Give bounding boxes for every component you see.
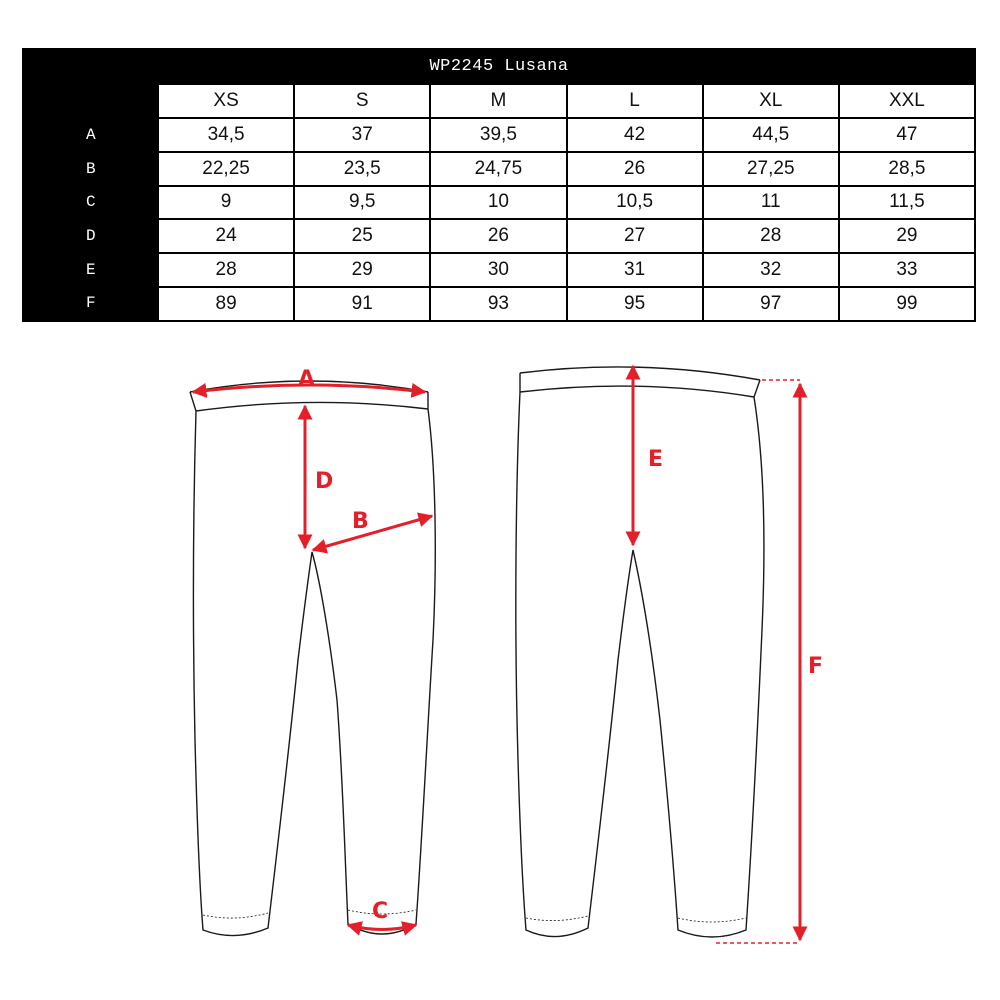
cell-c-xl: 11: [704, 187, 838, 219]
cell-b-xl: 27,25: [704, 153, 838, 185]
front-view-leggings: [190, 381, 435, 936]
cell-e-xxl: 33: [840, 254, 974, 286]
size-header-xl: XL: [704, 85, 838, 117]
front-outline: [190, 392, 435, 936]
size-grid: [158, 84, 975, 321]
row-label-e: E: [86, 260, 96, 279]
cell-d-m: 26: [431, 220, 565, 252]
front-waistband-seam: [196, 402, 428, 411]
cell-a-xl: 44,5: [704, 119, 838, 151]
label-e: E: [648, 447, 664, 472]
label-b: B: [352, 509, 369, 534]
cell-f-l: 95: [568, 288, 702, 320]
cell-b-m: 24,75: [431, 153, 565, 185]
side-waistband-seam: [520, 386, 754, 397]
cell-d-xxl: 29: [840, 220, 974, 252]
cell-c-s: 9,5: [295, 187, 429, 219]
side-outline: [516, 373, 764, 937]
label-a: A: [298, 367, 316, 392]
cell-f-s: 91: [295, 288, 429, 320]
cell-e-l: 31: [568, 254, 702, 286]
side-left-hem-stitch: [526, 916, 588, 921]
cell-f-xs: 89: [159, 288, 293, 320]
row-label-b: B: [86, 159, 96, 178]
side-waistband-top: [520, 367, 760, 380]
cell-e-m: 30: [431, 254, 565, 286]
cell-d-xl: 28: [704, 220, 838, 252]
cell-b-l: 26: [568, 153, 702, 185]
size-header-m: M: [431, 85, 565, 117]
cell-f-xl: 97: [704, 288, 838, 320]
cell-b-xs: 22,25: [159, 153, 293, 185]
cell-a-s: 37: [295, 119, 429, 151]
cell-c-l: 10,5: [568, 187, 702, 219]
cell-c-xs: 9: [159, 187, 293, 219]
row-label-f: F: [86, 294, 96, 313]
cell-f-xxl: 99: [840, 288, 974, 320]
cell-c-xxl: 11,5: [840, 187, 974, 219]
cell-e-xs: 28: [159, 254, 293, 286]
row-label-column: [22, 84, 158, 321]
arrow-b-hip-width: [313, 516, 432, 550]
label-d: D: [315, 469, 334, 494]
cell-e-xl: 32: [704, 254, 838, 286]
size-header-s: S: [295, 85, 429, 117]
cell-a-l: 42: [568, 119, 702, 151]
size-header-xs: XS: [159, 85, 293, 117]
cell-b-s: 23,5: [295, 153, 429, 185]
row-label-header-spacer: [22, 85, 158, 119]
cell-d-xs: 24: [159, 220, 293, 252]
cell-f-m: 93: [431, 288, 565, 320]
leggings-measurement-diagram: [0, 340, 1000, 1000]
cell-a-xs: 34,5: [159, 119, 293, 151]
cell-d-s: 25: [295, 220, 429, 252]
cell-a-xxl: 47: [840, 119, 974, 151]
front-measurement-arrows: [193, 385, 432, 930]
table-title: WP2245 Lusana: [429, 57, 569, 76]
row-label-d: D: [86, 227, 96, 246]
size-header-xxl: XXL: [840, 85, 974, 117]
cell-d-l: 27: [568, 220, 702, 252]
cell-c-m: 10: [431, 187, 565, 219]
cell-e-s: 29: [295, 254, 429, 286]
cell-b-xxl: 28,5: [840, 153, 974, 185]
label-c: C: [372, 899, 389, 924]
front-left-hem-stitch: [203, 913, 268, 918]
size-header-l: L: [568, 85, 702, 117]
side-view-leggings: [516, 367, 764, 937]
side-right-hem-stitch: [678, 918, 746, 922]
label-f: F: [808, 654, 824, 679]
row-label-a: A: [86, 126, 96, 145]
row-label-c: C: [86, 193, 96, 212]
size-chart-table: [22, 48, 976, 322]
cell-a-m: 39,5: [431, 119, 565, 151]
